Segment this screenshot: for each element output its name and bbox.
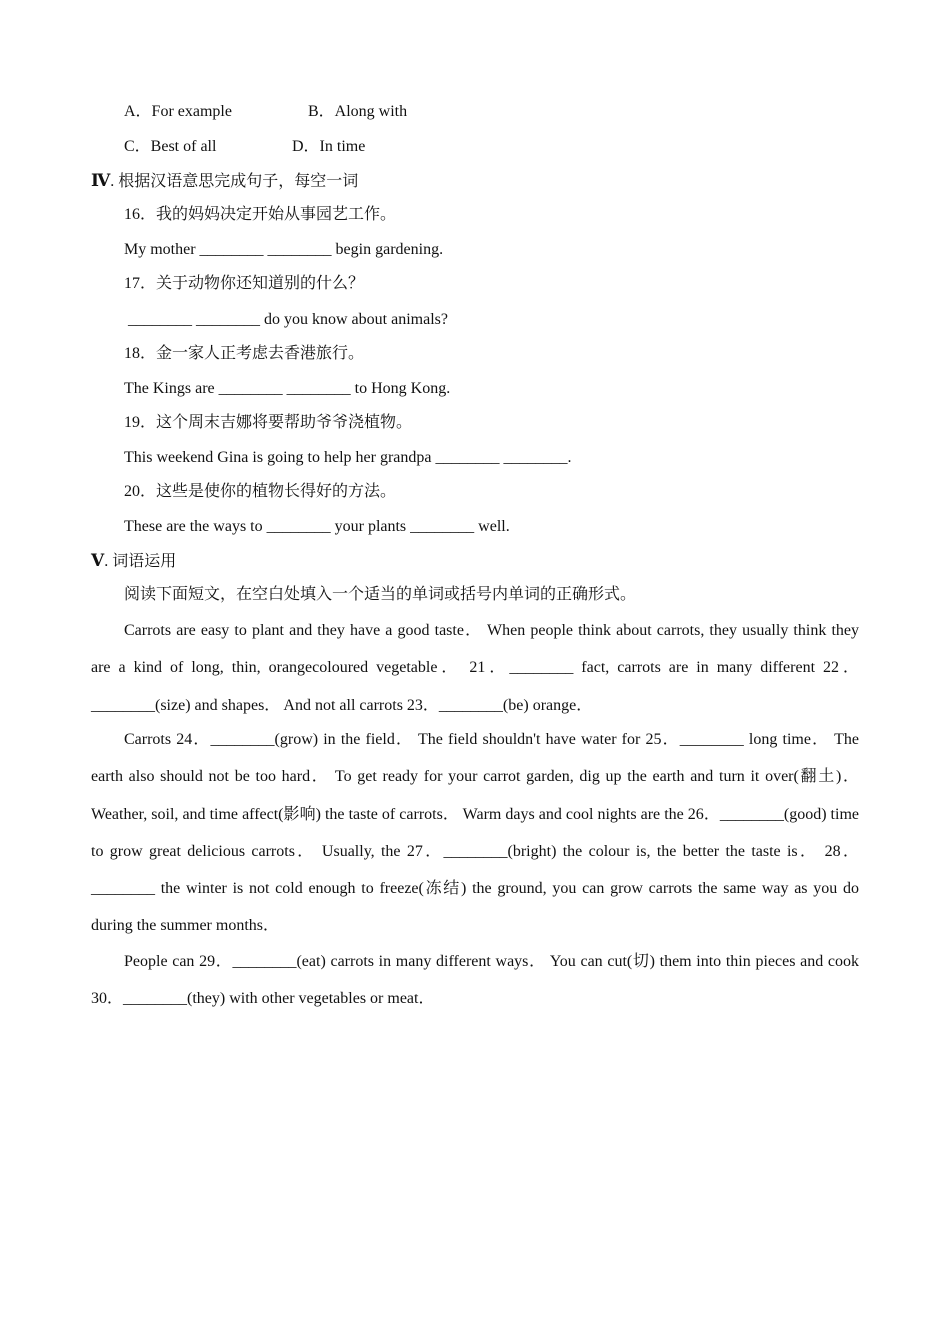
question-16-chinese: 16．我的妈妈决定开始从事园艺工作。 [124,206,397,223]
option-d: D．In time [292,138,366,155]
question-19-chinese: 19．这个周末吉娜将要帮助爷爷浇植物。 [124,414,413,431]
section-5-title: . 词语运用 [104,553,177,570]
question-20-english: These are the ways to ________ your plants ________ well. [124,518,510,535]
question-17-english: ________ ________ do you know about animals? [128,311,448,328]
question-19-english: This weekend Gina is going to help her grandpa ________ ________. [124,449,572,466]
option-b: B．Along with [308,103,408,120]
passage-paragraph-3: People can 29．________(eat) carrots in many different ways． You can cut(切) them into thin pieces and cook 30．________(they) with other vegetables or meat． [91,953,859,1008]
section-5-instruction: 阅读下面短文，在空白处填入一个适当的单词或括号内单词的正确形式。 [124,586,637,603]
option-a: A．For example [124,103,232,120]
passage-paragraph-1: Carrots are easy to plant and they have a good taste． When people think about carrots, they usually think they are a kind of long, thin, orangecoloured vegetable． 21．________ fact, carrots are in many different 22．________(size) and shapes． And not all carrots 23．________(be) orange． [91,622,859,714]
option-c: C．Best of all [124,138,217,155]
question-18-chinese: 18．金一家人正考虑去香港旅行。 [124,345,365,362]
section-5-number: Ⅴ [91,551,105,570]
question-20-chinese: 20．这些是使你的植物长得好的方法。 [124,483,397,500]
question-16-english: My mother ________ ________ begin gardening. [124,241,444,258]
section-4-title: . 根据汉语意思完成句子，每空一词 [110,173,359,190]
question-17-chinese: 17．关于动物你还知道别的什么？ [124,275,365,292]
section-4-heading [91,171,358,192]
question-18-english: The Kings are ________ ________ to Hong Kong. [124,380,451,397]
passage-paragraph-2: Carrots 24．________(grow) in the field． The field shouldn't have water for 25．________ long time． The earth also should not be too hard． To get ready for your carrot garden, dig up the earth and turn it over(翻土)． Weather, soil, and time affect(影响) the taste of carrots． Warm days and cool nights are the 26．________(good) time to grow great delicious carrots． Usually, the 27．________(bright) the colour is, the better the taste is． 28．________ the winter is not cold enough to freeze(冻结) the ground, you can grow carrots the same way as you do during the summer months． [91,731,859,935]
section-4-number: Ⅳ [91,171,111,190]
section-5-heading [91,551,176,572]
